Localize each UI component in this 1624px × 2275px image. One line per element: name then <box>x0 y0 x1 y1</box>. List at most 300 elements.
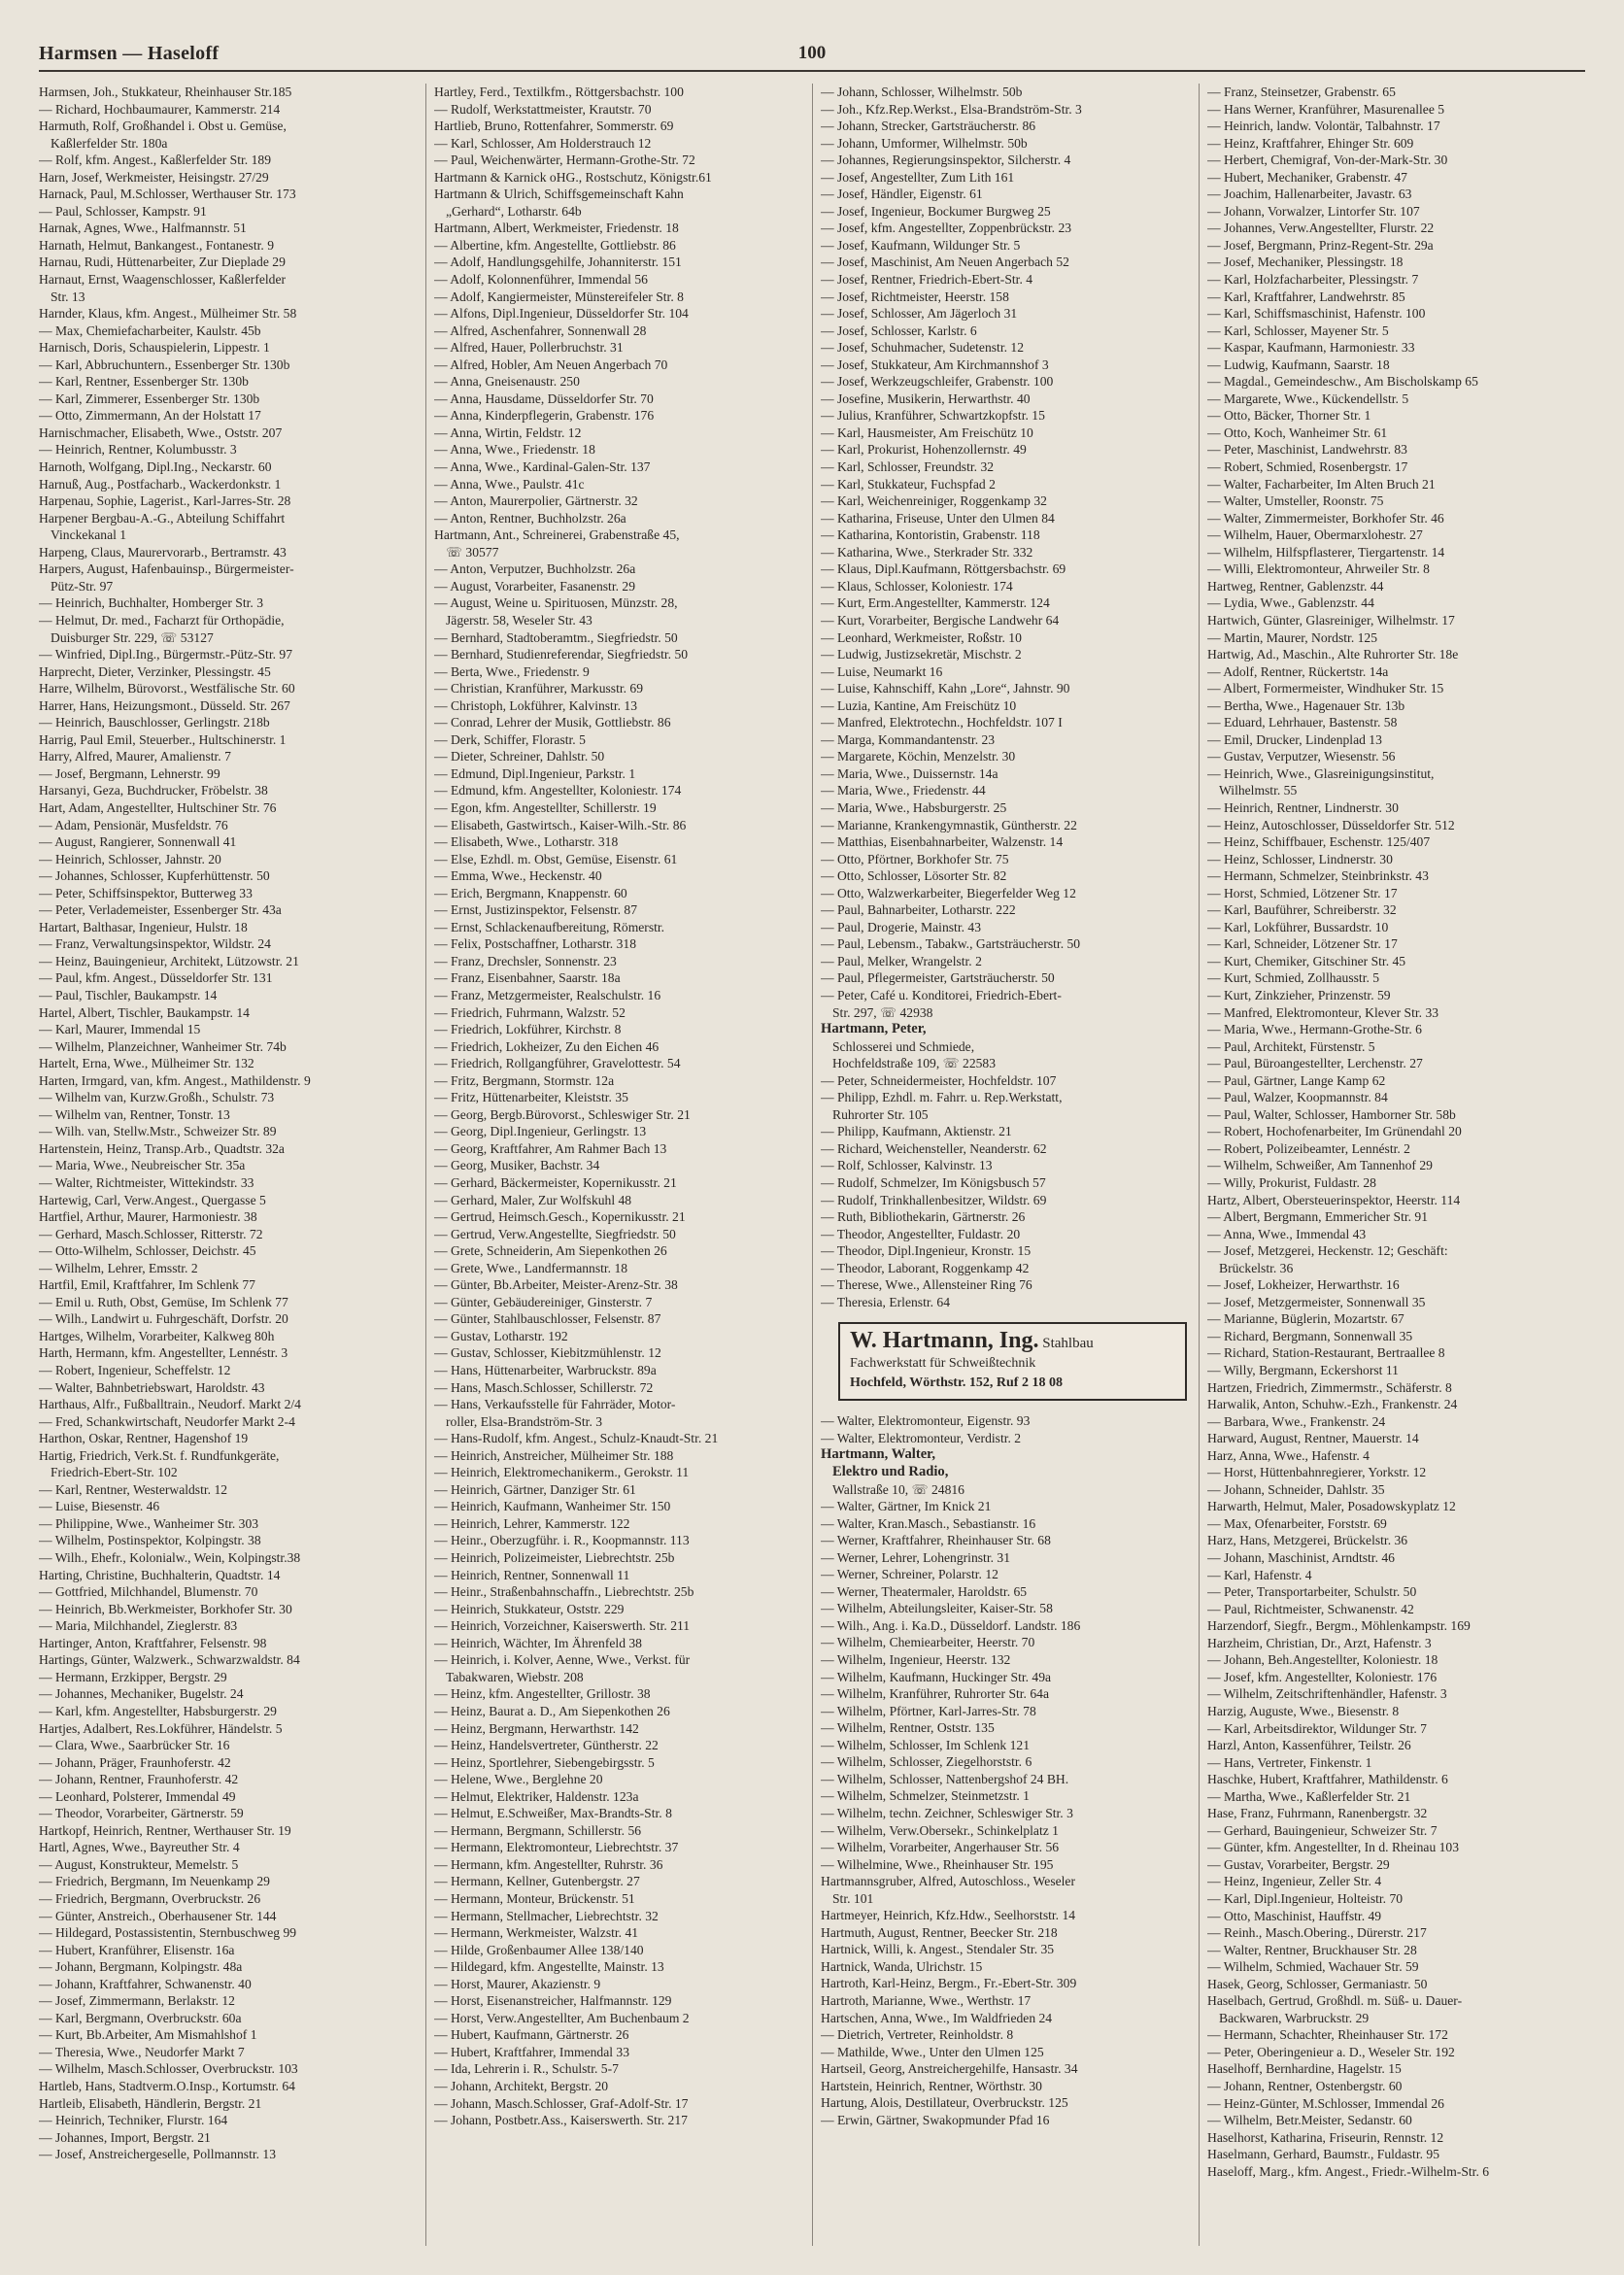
directory-entry: — Josef, kfm. Angestellter, Koloniestr. 176 <box>1207 1669 1438 1684</box>
directory-entry: Hartges, Wilhelm, Vorarbeiter, Kalkweg 80h <box>39 1328 275 1343</box>
directory-entry: Hartnick, Wanda, Ulrichstr. 15 <box>821 1958 983 1974</box>
directory-entry: — Karl, Rentner, Essenberger Str. 130b <box>39 374 249 390</box>
directory-entry: Elektro und Radio, <box>832 1464 949 1480</box>
directory-entry: — Paul, Walzer, Koopmannstr. 84 <box>1207 1090 1388 1105</box>
directory-entry: — Johann, Masch.Schlosser, Graf-Adolf-Str. 17 <box>434 2095 689 2111</box>
directory-entry: — Hans-Rudolf, kfm. Angest., Schulz-Knaudt-Str. 21 <box>434 1431 719 1446</box>
directory-entry: — Heinrich, Polizeimeister, Liebrechtstr. 25b <box>434 1550 675 1566</box>
directory-entry: — Philipp, Ezhdl. m. Fahrr. u. Rep.Werkstatt, <box>821 1090 1063 1105</box>
directory-entry: — Günter, Gebäudereiniger, Ginsterstr. 7 <box>434 1294 653 1309</box>
directory-entry: — Manfred, Elektromonteur, Klever Str. 33 <box>1207 1004 1439 1020</box>
directory-entry: — Fritz, Hüttenarbeiter, Kleiststr. 35 <box>434 1090 628 1105</box>
directory-entry: Harzig, Auguste, Wwe., Biesenstr. 8 <box>1207 1703 1400 1718</box>
directory-entry: — Paul, Gärtner, Lange Kamp 62 <box>1207 1072 1386 1088</box>
directory-entry: — Richard, Hochbaumaurer, Kammerstr. 214 <box>39 101 281 117</box>
directory-entry: — Werner, Lehrer, Lohengrinstr. 31 <box>821 1549 1010 1565</box>
directory-entry: — Ernst, Justizinspektor, Felsenstr. 87 <box>434 902 638 918</box>
directory-entry: — August, Vorarbeiter, Fasanenstr. 29 <box>434 578 635 594</box>
directory-entry: — Helmut, Dr. med., Facharzt für Orthopädie, <box>39 612 285 628</box>
directory-entry: — Günter, Anstreich., Oberhausener Str. 144 <box>39 1908 277 1923</box>
directory-entry: — Richard, Bergmann, Sonnenwall 35 <box>1207 1328 1413 1343</box>
directory-entry: Vinckekanal 1 <box>51 527 127 543</box>
directory-entry: — Kurt, Zinkzieher, Prinzenstr. 59 <box>1207 987 1391 1002</box>
directory-entry: Harzendorf, Siegfr., Bergm., Möhlenkampstr. 169 <box>1207 1618 1471 1634</box>
directory-entry: Harrig, Paul Emil, Steuerber., Hultschinerstr. 1 <box>39 731 287 747</box>
directory-entry: — Max, Chemiefacharbeiter, Kaulstr. 45b <box>39 323 261 338</box>
directory-entry: — Gustav, Vorarbeiter, Bergstr. 29 <box>1207 1856 1390 1872</box>
directory-entry: — Hildegard, kfm. Angestellte, Mainstr. 13 <box>434 1959 664 1975</box>
directory-entry: — Fred, Schankwirtschaft, Neudorfer Markt 2-4 <box>39 1413 295 1429</box>
directory-entry: — Anton, Rentner, Buchholzstr. 26a <box>434 510 626 526</box>
directory-entry: Hochfeldstraße 109, ☏ 22583 <box>832 1056 997 1071</box>
directory-entry: — Alfred, Aschenfahrer, Sonnenwall 28 <box>434 323 647 338</box>
directory-entry: — Josef, Stukkateur, Am Kirchmannshof 3 <box>821 357 1049 372</box>
directory-entry: — Friedrich, Lokheizer, Zu den Eichen 46 <box>434 1038 660 1054</box>
directory-entry: — Josef, Richtmeister, Heerstr. 158 <box>821 289 1009 304</box>
directory-entry: — Otto, Maschinist, Hauffstr. 49 <box>1207 1908 1382 1923</box>
directory-entry: — Josef, Bergmann, Lehnerstr. 99 <box>39 765 220 781</box>
directory-entry: — Dietrich, Vertreter, Reinholdstr. 8 <box>821 2027 1014 2043</box>
directory-entry: — Wilhelm van, Rentner, Tonstr. 13 <box>39 1106 230 1122</box>
ad-company-name: W. Hartmann, Ing. <box>850 1328 1039 1354</box>
directory-entry: Ruhrorter Str. 105 <box>832 1106 929 1122</box>
directory-entry: — Hermann, Erzkipper, Bergstr. 29 <box>39 1669 227 1684</box>
directory-entry: — Berta, Wwe., Friedenstr. 9 <box>434 663 590 679</box>
directory-entry: — Horst, Hüttenbahnregierer, Yorkstr. 12 <box>1207 1465 1427 1480</box>
directory-entry: — Rolf, Schlosser, Kalvinstr. 13 <box>821 1158 993 1173</box>
directory-entry: — Paul, kfm. Angest., Düsseldorfer Str. 131 <box>39 970 273 986</box>
directory-entry: Harmuth, Rolf, Großhandel i. Obst u. Gemüse, <box>39 119 287 134</box>
directory-entry: — Johann, Umformer, Wilhelmstr. 50b <box>821 135 1028 151</box>
directory-entry: — Karl, Stukkateur, Fuchspfad 2 <box>821 476 996 492</box>
directory-entry: — Joachim, Hallenarbeiter, Javastr. 63 <box>1207 187 1412 202</box>
directory-entry: Hartley, Ferd., Textilkfm., Röttgersbachstr. 100 <box>434 85 684 99</box>
directory-entry: — Paul, Pflegermeister, Gartsträucherstr. 50 <box>821 970 1055 986</box>
directory-entry: Hartelt, Erna, Wwe., Mülheimer Str. 132 <box>39 1056 254 1071</box>
directory-entry: — Josef, Metzgerei, Heckenstr. 12; Geschäft: <box>1207 1243 1448 1259</box>
directory-entry: — Helmut, E.Schweißer, Max-Brandts-Str. 8 <box>434 1806 672 1821</box>
directory-entry: — Karl, Bauführer, Schreiberstr. 32 <box>1207 902 1397 918</box>
directory-entry: — Walter, Facharbeiter, Im Alten Bruch 21 <box>1207 476 1436 492</box>
directory-entry: — Ernst, Schlackenaufbereitung, Römerstr. <box>434 919 665 934</box>
directory-entry: — Otto, Koch, Wanheimer Str. 61 <box>1207 424 1388 440</box>
directory-entry: — Anna, Hausdame, Düsseldorfer Str. 70 <box>434 390 654 406</box>
directory-entry: Haselmann, Gerhard, Baumstr., Fuldastr. 95 <box>1207 2147 1439 2162</box>
directory-entry: — Reinh., Masch.Obering., Dürerstr. 217 <box>1207 1925 1427 1941</box>
directory-entry: — Richard, Weichensteller, Neanderstr. 62 <box>821 1140 1047 1156</box>
directory-entry: — Wilh. van, Stellw.Mstr., Schweizer Str. 89 <box>39 1124 277 1139</box>
directory-entry: Jägerstr. 58, Weseler Str. 43 <box>446 612 592 628</box>
directory-entry: — Heinrich, Rentner, Lindnerstr. 30 <box>1207 799 1399 815</box>
directory-entry: — Paul, Walter, Schlosser, Hamborner Str. 58b <box>1207 1106 1456 1122</box>
directory-entry: — Adolf, Kangiermeister, Münstereifeler Str. 8 <box>434 289 684 304</box>
directory-entry: — Günter, Bb.Arbeiter, Meister-Arenz-Str. 38 <box>434 1277 678 1293</box>
directory-entry: — Karl, Schneider, Lötzener Str. 17 <box>1207 936 1398 952</box>
directory-entry: — Georg, Bergb.Bürovorst., Schleswiger Str. 21 <box>434 1106 691 1122</box>
directory-entry: — Luise, Neumarkt 16 <box>821 663 943 679</box>
directory-entry: Hasek, Georg, Schlosser, Germaniastr. 50 <box>1207 1976 1428 1991</box>
directory-entry: — Wilhelm, Betr.Meister, Sedanstr. 60 <box>1207 2113 1412 2128</box>
directory-entry: — Paul, Architekt, Fürstenstr. 5 <box>1207 1038 1375 1054</box>
directory-entry: — Karl, Lokführer, Bussardstr. 10 <box>1207 919 1389 934</box>
directory-entry: — Anton, Maurerpolier, Gärtnerstr. 32 <box>434 493 638 509</box>
directory-entry: — Heinrich, Kaufmann, Wanheimer Str. 150 <box>434 1499 671 1514</box>
directory-entry: — Adolf, Kolonnenführer, Immendal 56 <box>434 272 648 288</box>
directory-entry: — Erich, Bergmann, Knappenstr. 60 <box>434 885 627 900</box>
directory-entry: — Martha, Wwe., Kaßlerfelder Str. 21 <box>1207 1788 1411 1804</box>
directory-entry: — Josef, Mechaniker, Plessingstr. 18 <box>1207 255 1404 270</box>
directory-entry: — Wilhelm, Schweißer, Am Tannenhof 29 <box>1207 1158 1433 1173</box>
directory-entry: — Wilhelm, Abteilungsleiter, Kaiser-Str. 58 <box>821 1601 1053 1616</box>
directory-entry: — Friedrich, Lokführer, Kirchstr. 8 <box>434 1022 622 1037</box>
directory-entry: — Johann, Postbetr.Ass., Kaiserswerth. Str. 217 <box>434 2113 688 2128</box>
directory-entry: — Otto-Wilhelm, Schlosser, Deichstr. 45 <box>39 1243 256 1259</box>
directory-entry: — Julius, Kranführer, Schwartzkopfstr. 15 <box>821 408 1045 424</box>
directory-entry: — Karl, Dipl.Ingenieur, Holteistr. 70 <box>1207 1890 1404 1906</box>
directory-entry: — Margarete, Köchin, Menzelstr. 30 <box>821 749 1016 764</box>
directory-entry: — Theodor, Laborant, Roggenkamp 42 <box>821 1260 1030 1275</box>
directory-entry: — Derk, Schiffer, Florastr. 5 <box>434 731 586 747</box>
directory-entry: — Johannes, Schlosser, Kupferhüttenstr. 50 <box>39 868 270 884</box>
directory-entry: — Heinz-Günter, M.Schlosser, Immendal 26 <box>1207 2095 1444 2111</box>
directory-entry: — Gerhard, Maler, Zur Wolfskuhl 48 <box>434 1192 632 1207</box>
directory-columns <box>39 84 1585 2246</box>
directory-entry: — Kurt, Erm.Angestellter, Kammerstr. 124 <box>821 595 1050 611</box>
page-number: 100 <box>797 43 827 63</box>
directory-entry: — Franz, Verwaltungsinspektor, Wildstr. 24 <box>39 936 271 952</box>
directory-entry: — Hans, Masch.Schlosser, Schillerstr. 72 <box>434 1379 654 1395</box>
directory-entry: — Philippine, Wwe., Wanheimer Str. 303 <box>39 1515 259 1531</box>
directory-entry: — Therese, Wwe., Allensteiner Ring 76 <box>821 1277 1032 1293</box>
directory-entry: — Johann, Maschinist, Arndtstr. 46 <box>1207 1550 1395 1566</box>
directory-entry: — Rudolf, Werkstattmeister, Krautstr. 70 <box>434 101 652 117</box>
directory-entry: — Anna, Wwe., Paulstr. 41c <box>434 476 585 492</box>
directory-entry: — Mathilde, Wwe., Unter den Ulmen 125 <box>821 2044 1044 2059</box>
directory-entry: — Franz, Steinsetzer, Grabenstr. 65 <box>1207 85 1396 99</box>
directory-entry: — Werner, Kraftfahrer, Rheinhauser Str. 68 <box>821 1533 1051 1548</box>
directory-entry: — Gerhard, Bäckermeister, Kopernikusstr. 21 <box>434 1175 677 1190</box>
directory-entry: — Helmut, Elektriker, Haldenstr. 123a <box>434 1788 639 1804</box>
directory-entry: Hartewig, Carl, Verw.Angest., Quergasse 5 <box>39 1192 266 1207</box>
directory-entry: — Gerhard, Masch.Schlosser, Ritterstr. 72 <box>39 1226 263 1241</box>
directory-entry: — Adam, Pensionär, Musfeldstr. 76 <box>39 817 228 832</box>
directory-entry: — Helene, Wwe., Berglehne 20 <box>434 1772 603 1787</box>
directory-entry: Duisburger Str. 229, ☏ 53127 <box>51 629 214 645</box>
directory-entry: — Wilh., Landwirt u. Fuhrgeschäft, Dorfstr. 20 <box>39 1311 288 1327</box>
directory-entry: — Marga, Kommandantenstr. 23 <box>821 731 996 747</box>
directory-entry: — Karl, Schlosser, Mayener Str. 5 <box>1207 323 1389 338</box>
directory-entry: — Wilh., Ehefr., Kolonialw., Wein, Kolpingstr.38 <box>39 1550 301 1566</box>
directory-entry: — Elisabeth, Gastwirtsch., Kaiser-Wilh.-Str. 86 <box>434 817 687 832</box>
directory-entry: — Walter, Kran.Masch., Sebastianstr. 16 <box>821 1515 1036 1531</box>
directory-entry: — Willy, Prokurist, Fuldastr. 28 <box>1207 1175 1376 1190</box>
directory-entry: — Bernhard, Stadtoberamtm., Siegfriedstr. 50 <box>434 629 678 645</box>
directory-entry: — Heinz, Kraftfahrer, Ehinger Str. 609 <box>1207 135 1414 151</box>
directory-entry: — Kurt, Schmied, Zollhausstr. 5 <box>1207 970 1380 986</box>
directory-entry: — Ida, Lehrerin i. R., Schulstr. 5-7 <box>434 2061 619 2077</box>
directory-entry: Hartfil, Emil, Kraftfahrer, Im Schlenk 77 <box>39 1277 255 1293</box>
directory-entry: Hartmuth, August, Rentner, Beecker Str. 218 <box>821 1924 1058 1940</box>
directory-entry: „Gerhard“, Lotharstr. 64b <box>446 203 582 219</box>
directory-entry: Friedrich-Ebert-Str. 102 <box>51 1465 178 1480</box>
directory-entry: — Martin, Maurer, Nordstr. 125 <box>1207 629 1378 645</box>
directory-entry: — Heinrich, Stukkateur, Oststr. 229 <box>434 1601 625 1616</box>
directory-entry: — Dieter, Schreiner, Dahlstr. 50 <box>434 749 605 764</box>
directory-entry: — Hubert, Mechaniker, Grabenstr. 47 <box>1207 169 1407 185</box>
directory-entry: Hartschen, Anna, Wwe., Im Waldfrieden 24 <box>821 2010 1053 2025</box>
directory-entry: Harnoth, Wolfgang, Dipl.Ing., Neckarstr. 60 <box>39 459 272 475</box>
directory-entry: — Karl, Abbruchuntern., Essenberger Str. 130b <box>39 357 290 372</box>
directory-entry: — Friedrich, Rollgangführer, Gravelottestr. 54 <box>434 1056 681 1071</box>
directory-entry: — Anna, Wwe., Friedenstr. 18 <box>434 442 595 458</box>
directory-entry: — Walter, Elektromonteur, Verdistr. 2 <box>821 1430 1022 1445</box>
directory-entry: — Heinr., Oberzugführ. i. R., Koopmannstr. 113 <box>434 1533 690 1548</box>
directory-entry: — Josef, Angestellter, Zum Lith 161 <box>821 169 1015 185</box>
directory-entry: — Heinz, Schiffbauer, Eschenstr. 125/407 <box>1207 834 1431 850</box>
directory-entry: — Wilhelm, Planzeichner, Wanheimer Str. 74b <box>39 1038 287 1054</box>
directory-entry: ☏ 30577 <box>446 544 499 560</box>
directory-entry: Hartlieb, Bruno, Rottenfahrer, Sommerstr. 69 <box>434 119 674 134</box>
directory-entry: — Hermann, Elektromonteur, Liebrechtstr. 37 <box>434 1840 679 1855</box>
directory-entry: Harry, Alfred, Maurer, Amalienstr. 7 <box>39 749 231 764</box>
directory-entry: Harn, Josef, Werkmeister, Heisingstr. 27/29 <box>39 169 269 185</box>
directory-entry: — Hubert, Kaufmann, Gärtnerstr. 26 <box>434 2027 629 2043</box>
directory-entry: — Clara, Wwe., Saarbrücker Str. 16 <box>39 1738 230 1753</box>
directory-entry: — Werner, Schreiner, Polarstr. 12 <box>821 1567 998 1582</box>
directory-entry: — Karl, Prokurist, Hohenzollernstr. 49 <box>821 442 1027 458</box>
directory-entry: — Hilde, Großenbaumer Allee 138/140 <box>434 1942 644 1957</box>
directory-entry: Hartstein, Heinrich, Rentner, Wörthstr. 30 <box>821 2078 1042 2093</box>
directory-entry: — Heinrich, i. Kolver, Aenne, Wwe., Verkst. für <box>434 1652 691 1668</box>
directory-entry: Hase, Franz, Fuhrmann, Ranenbergstr. 32 <box>1207 1806 1428 1821</box>
page-header <box>39 37 1585 72</box>
directory-entry: Hartel, Albert, Tischler, Baukampstr. 14 <box>39 1004 250 1020</box>
directory-entry: — Leonhard, Werkmeister, Roßstr. 10 <box>821 629 1022 645</box>
directory-entry: — Günter, kfm. Angestellter, In d. Rheinau 103 <box>1207 1840 1460 1855</box>
directory-entry: — Josef, Anstreichergeselle, Pollmannstr. 13 <box>39 2147 277 2162</box>
directory-entry: — Leonhard, Polsterer, Immendal 49 <box>39 1788 236 1804</box>
ad-description: Fachwerkstatt für Schweißtechnik <box>850 1356 1036 1372</box>
directory-entry: — Theodor, Dipl.Ingenieur, Kronstr. 15 <box>821 1243 1032 1259</box>
directory-entry: — Heinz, kfm. Angestellter, Grillostr. 38 <box>434 1686 651 1702</box>
directory-entry: — Hildegard, Postassistentin, Sternbuschweg 99 <box>39 1925 297 1941</box>
directory-entry: — Heinrich, Schlosser, Jahnstr. 20 <box>39 851 221 866</box>
directory-entry: — Gerhard, Bauingenieur, Schweizer Str. 7 <box>1207 1822 1438 1838</box>
directory-entry: Harnaut, Ernst, Waagenschlosser, Kaßlerfelder <box>39 272 287 288</box>
directory-entry: — Erwin, Gärtner, Swakopmunder Pfad 16 <box>821 2112 1050 2127</box>
directory-entry: Hartmann & Ulrich, Schiffsgemeinschaft Kahn <box>434 187 684 202</box>
directory-entry: — Heinrich, Wächter, Im Ährenfeld 38 <box>434 1635 642 1650</box>
directory-entry: — Maria, Milchhandel, Zieglerstr. 83 <box>39 1618 238 1634</box>
directory-entry: — Heinrich, Lehrer, Kammerstr. 122 <box>434 1515 630 1531</box>
directory-entry: Harten, Irmgard, van, kfm. Angest., Mathildenstr. 9 <box>39 1072 311 1088</box>
directory-entry: — Hans, Hüttenarbeiter, Warbruckstr. 89a <box>434 1363 657 1378</box>
directory-entry: — Conrad, Lehrer der Musik, Gottliebstr. 86 <box>434 715 671 730</box>
directory-entry: — Heinz, Schlosser, Lindnerstr. 30 <box>1207 851 1393 866</box>
directory-entry: — Karl, kfm. Angestellter, Habsburgerstr. 29 <box>39 1703 277 1718</box>
directory-entry: — Anna, Gneisenaustr. 250 <box>434 374 580 390</box>
directory-entry: — Karl, Schiffsmaschinist, Hafenstr. 100 <box>1207 306 1426 322</box>
page-title: Harmsen — Haseloff <box>39 42 220 64</box>
directory-entry: — Karl, Bergmann, Overbruckstr. 60a <box>39 2010 242 2025</box>
directory-entry: — Heinrich, landw. Volontär, Talbahnstr. 17 <box>1207 119 1440 134</box>
directory-entry: Hartwig, Ad., Maschin., Alte Ruhrorter Str. 18e <box>1207 647 1459 662</box>
directory-entry: — Günter, Stahlbauschlosser, Felsenstr. 87 <box>434 1311 661 1327</box>
directory-entry: — Wilhelm, techn. Zeichner, Schleswiger Str. 3 <box>821 1805 1073 1820</box>
directory-entry: — Adolf, Handlungsgehilfe, Johanniterstr. 151 <box>434 255 682 270</box>
directory-entry: — Heinrich, Buchhalter, Homberger Str. 3 <box>39 595 264 611</box>
directory-entry: — Hermann, Bergmann, Schillerstr. 56 <box>434 1822 642 1838</box>
directory-entry: — Theodor, Angestellter, Fuldastr. 20 <box>821 1226 1021 1241</box>
directory-entry: — Wilhelm, Rentner, Oststr. 135 <box>821 1720 995 1736</box>
directory-entry: Harnak, Agnes, Wwe., Halfmannstr. 51 <box>39 221 247 236</box>
directory-entry: — Heinr., Straßenbahnschaffn., Liebrechtstr. 25b <box>434 1584 694 1600</box>
directory-entry: Harthaus, Alfr., Fußballtrain., Neudorf. Markt 2/4 <box>39 1397 301 1412</box>
directory-entry: — Heinrich, Anstreicher, Mülheimer Str. 188 <box>434 1447 674 1463</box>
directory-entry: — Gertrud, Heimsch.Gesch., Kopernikusstr. 21 <box>434 1209 686 1225</box>
directory-entry: — Albertine, kfm. Angestellte, Gottliebstr. 86 <box>434 237 676 253</box>
directory-entry: — Hermann, Monteur, Brückenstr. 51 <box>434 1890 635 1906</box>
directory-entry: — Klaus, Dipl.Kaufmann, Röttgersbachstr. 69 <box>821 561 1066 577</box>
directory-entry: — Josef, Händler, Eigenstr. 61 <box>821 187 983 202</box>
directory-entry: — Anna, Wwe., Kardinal-Galen-Str. 137 <box>434 459 651 475</box>
directory-entry: — Karl, Hafenstr. 4 <box>1207 1567 1312 1582</box>
directory-entry: Hartmeyer, Heinrich, Kfz.Hdw., Seelhorststr. 14 <box>821 1908 1076 1923</box>
directory-entry: Harth, Hermann, kfm. Angestellter, Lennéstr. 3 <box>39 1345 288 1361</box>
directory-entry: — Bertha, Wwe., Hagenauer Str. 13b <box>1207 697 1405 713</box>
directory-entry: — Johann, Rentner, Ostenbergstr. 60 <box>1207 2078 1403 2093</box>
directory-entry: — Marianne, Büglerin, Mozartstr. 67 <box>1207 1311 1404 1327</box>
directory-entry: Wilhelmstr. 55 <box>1219 783 1298 798</box>
directory-entry: — Walter, Bahnbetriebswart, Haroldstr. 43 <box>39 1379 265 1395</box>
directory-entry: — Josef, Maschinist, Am Neuen Angerbach 52 <box>821 255 1069 270</box>
directory-entry: — Barbara, Wwe., Frankenstr. 24 <box>1207 1413 1386 1429</box>
directory-entry: — Gottfried, Milchhandel, Blumenstr. 70 <box>39 1584 258 1600</box>
directory-entry: Hartmann, Albert, Werkmeister, Friedenstr. 18 <box>434 221 679 236</box>
directory-entry: — Paul, Melker, Wrangelstr. 2 <box>821 953 982 968</box>
directory-entry: — Heinz, Baurat a. D., Am Siepenkothen 26 <box>434 1703 670 1718</box>
directory-entry: — Wilhelm, Postinspektor, Kolpingstr. 38 <box>39 1533 261 1548</box>
directory-entry: — Johannes, Mechaniker, Bugelstr. 24 <box>39 1686 244 1702</box>
directory-entry: — Joh., Kfz.Rep.Werkst., Elsa-Brandström-Str. 3 <box>821 101 1082 117</box>
directory-entry: — Lydia, Wwe., Gablenzstr. 44 <box>1207 595 1374 611</box>
directory-entry: Str. 297, ☏ 42938 <box>832 1004 933 1020</box>
directory-entry: — Friedrich, Fuhrmann, Walzstr. 52 <box>434 1004 626 1020</box>
directory-entry: — Heinz, Ingenieur, Zeller Str. 4 <box>1207 1874 1382 1889</box>
directory-entry: — Emma, Wwe., Heckenstr. 40 <box>434 868 602 884</box>
directory-entry: — Friedrich, Bergmann, Overbruckstr. 26 <box>39 1890 261 1906</box>
directory-entry: — Theresia, Erlenstr. 64 <box>821 1294 951 1309</box>
directory-entry: — Emil u. Ruth, Obst, Gemüse, Im Schlenk 77 <box>39 1294 288 1309</box>
directory-entry: — Hans, Verkaufsstelle für Fahrräder, Motor- <box>434 1397 676 1412</box>
directory-entry: Hartjes, Adalbert, Res.Lokführer, Händelstr. 5 <box>39 1720 283 1736</box>
directory-entry: Harwarth, Helmut, Maler, Posadowskyplatz 12 <box>1207 1499 1456 1514</box>
directory-entry: — Robert, Polizeibeamter, Lennéstr. 2 <box>1207 1140 1410 1156</box>
directory-entry: — Bernhard, Studienreferendar, Siegfriedstr. 50 <box>434 647 689 662</box>
directory-entry: — Hans, Vertreter, Finkenstr. 1 <box>1207 1754 1372 1770</box>
directory-entry: Harmsen, Joh., Stukkateur, Rheinhauser Str.185 <box>39 85 292 99</box>
directory-entry: — Paul, Drogerie, Mainstr. 43 <box>821 919 981 934</box>
directory-entry: — Wilhelm, Verw.Obersekr., Schinkelplatz 1 <box>821 1822 1059 1838</box>
directory-entry: Hartweg, Rentner, Gablenzstr. 44 <box>1207 578 1384 594</box>
directory-entry: — Karl, Kraftfahrer, Landwehrstr. 85 <box>1207 289 1405 304</box>
ad-address: Hochfeld, Wörthstr. 152, Ruf 2 18 08 <box>850 1375 1063 1391</box>
directory-column-1 <box>39 84 425 2246</box>
directory-entry: — Alfred, Hobler, Am Neuen Angerbach 70 <box>434 357 668 372</box>
directory-entry: — Otto, Pförtner, Borkhofer Str. 75 <box>821 851 1009 866</box>
directory-entry: — Hermann, Schmelzer, Steinbrinkstr. 43 <box>1207 868 1429 884</box>
directory-entry: Hartleb, Hans, Stadtverm.O.Insp., Kortumstr. 64 <box>39 2078 295 2093</box>
directory-entry: — Robert, Ingenieur, Scheffelstr. 12 <box>39 1363 231 1378</box>
directory-entry: — Otto, Walzwerkarbeiter, Biegerfelder Weg 12 <box>821 885 1076 900</box>
directory-entry: Harzl, Anton, Kassenführer, Teilstr. 26 <box>1207 1738 1411 1753</box>
directory-entry: — Edmund, Dipl.Ingenieur, Parkstr. 1 <box>434 765 636 781</box>
directory-entry: Hartmann, Peter, <box>821 1021 927 1037</box>
directory-entry: — Katharina, Wwe., Sterkrader Str. 332 <box>821 544 1033 560</box>
directory-entry: — Willi, Elektromonteur, Ahrweiler Str. 8 <box>1207 561 1430 577</box>
directory-entry: — Wilhelm, Masch.Schlosser, Overbruckstr. 103 <box>39 2061 298 2077</box>
directory-entry: Harwalik, Anton, Schuhw.-Ezh., Frankenstr. 24 <box>1207 1397 1458 1412</box>
directory-entry: — Alfons, Dipl.Ingenieur, Düsseldorfer Str. 104 <box>434 306 689 322</box>
directory-entry: Harthon, Oskar, Rentner, Hagenshof 19 <box>39 1431 249 1446</box>
directory-entry: — Heinrich, Vorzeichner, Kaiserswerth. Str. 211 <box>434 1618 691 1634</box>
directory-entry: — Josef, Zimmermann, Berlakstr. 12 <box>39 1993 235 2009</box>
directory-entry: — August, Rangierer, Sonnenwall 41 <box>39 834 237 850</box>
directory-entry: — Ruth, Bibliothekarin, Gärtnerstr. 26 <box>821 1209 1026 1225</box>
directory-entry: — Wilhelm, Lehrer, Emsstr. 2 <box>39 1260 198 1275</box>
directory-entry: — Wilhelm, Schlosser, Ziegelhorststr. 6 <box>821 1754 1032 1770</box>
directory-entry: — Wilhelm, Chemiearbeiter, Heerstr. 70 <box>821 1635 1035 1650</box>
directory-entry: — Anna, Wirtin, Feldstr. 12 <box>434 424 582 440</box>
directory-entry: — Elisabeth, Wwe., Lotharstr. 318 <box>434 834 619 850</box>
directory-entry: Wallstraße 10, ☏ 24816 <box>832 1481 964 1497</box>
directory-entry: Haschke, Hubert, Kraftfahrer, Mathildenstr. 6 <box>1207 1772 1448 1787</box>
directory-entry: Harre, Wilhelm, Bürovorst., Westfälische Str. 60 <box>39 681 295 696</box>
directory-entry: Str. 101 <box>832 1890 874 1906</box>
directory-entry: — Wilhelm, Hauer, Obermarxlohestr. 27 <box>1207 527 1423 543</box>
directory-entry: — Josef, Schlosser, Am Jägerloch 31 <box>821 306 1018 322</box>
directory-entry: — Heinz, Bergmann, Herwarthstr. 142 <box>434 1720 639 1736</box>
directory-entry: — Heinrich, Rentner, Sonnenwall 11 <box>434 1567 630 1582</box>
directory-entry: Hartmann & Karnick oHG., Rostschutz, Königstr.61 <box>434 169 712 185</box>
directory-entry: Harzheim, Christian, Dr., Arzt, Hafenstr. 3 <box>1207 1635 1432 1650</box>
directory-entry: — Gustav, Verputzer, Wiesenstr. 56 <box>1207 749 1396 764</box>
directory-entry: — Heinrich, Bb.Werkmeister, Borkhofer Str. 30 <box>39 1601 292 1616</box>
directory-entry: Hartroth, Karl-Heinz, Bergm., Fr.-Ebert-Str. 309 <box>821 1976 1077 1991</box>
directory-entry: — Gustav, Schlosser, Kiebitzmühlenstr. 12 <box>434 1345 661 1361</box>
directory-entry: — Karl, Maurer, Immendal 15 <box>39 1022 201 1037</box>
directory-entry: Hartz, Albert, Obersteuerinspektor, Heerstr. 114 <box>1207 1192 1461 1207</box>
directory-entry: — Paul, Bahnarbeiter, Lotharstr. 222 <box>821 902 1016 918</box>
directory-entry: — Hubert, Kraftfahrer, Immendal 33 <box>434 2044 630 2059</box>
directory-entry: — Wilhelm, Schlosser, Im Schlenk 121 <box>821 1737 1031 1752</box>
directory-entry: — Magdal., Gemeindeschw., Am Bischolskamp 65 <box>1207 374 1478 390</box>
directory-entry: — Karl, Weichenreiniger, Roggenkamp 32 <box>821 493 1047 509</box>
directory-entry: — Karl, Zimmerer, Essenberger Str. 130b <box>39 390 260 406</box>
directory-entry: Haselhorst, Katharina, Friseurin, Rennstr. 12 <box>1207 2129 1444 2145</box>
directory-entry: Str. 13 <box>51 289 85 304</box>
directory-entry: — Hermann, Stellmacher, Liebrechtstr. 32 <box>434 1908 659 1923</box>
directory-entry: — Horst, Eisenanstreicher, Halfmannstr. 129 <box>434 1993 672 2009</box>
directory-entry: — Paul, Richtmeister, Schwanenstr. 42 <box>1207 1601 1414 1616</box>
directory-entry: — Hans Werner, Kranführer, Masurenallee 5 <box>1207 101 1445 117</box>
directory-entry: — Otto, Schlosser, Lösorter Str. 82 <box>821 868 1007 884</box>
directory-entry: — Peter, Café u. Konditorei, Friedrich-Ebert- <box>821 987 1062 1002</box>
directory-entry: Harnack, Paul, M.Schlosser, Werthauser Str. 173 <box>39 187 296 202</box>
directory-entry: — Rudolf, Schmelzer, Im Königsbusch 57 <box>821 1175 1046 1190</box>
directory-entry: — Johann, Präger, Fraunhoferstr. 42 <box>39 1754 231 1770</box>
directory-entry: — Wilhelmine, Wwe., Rheinhauser Str. 195 <box>821 1856 1054 1872</box>
